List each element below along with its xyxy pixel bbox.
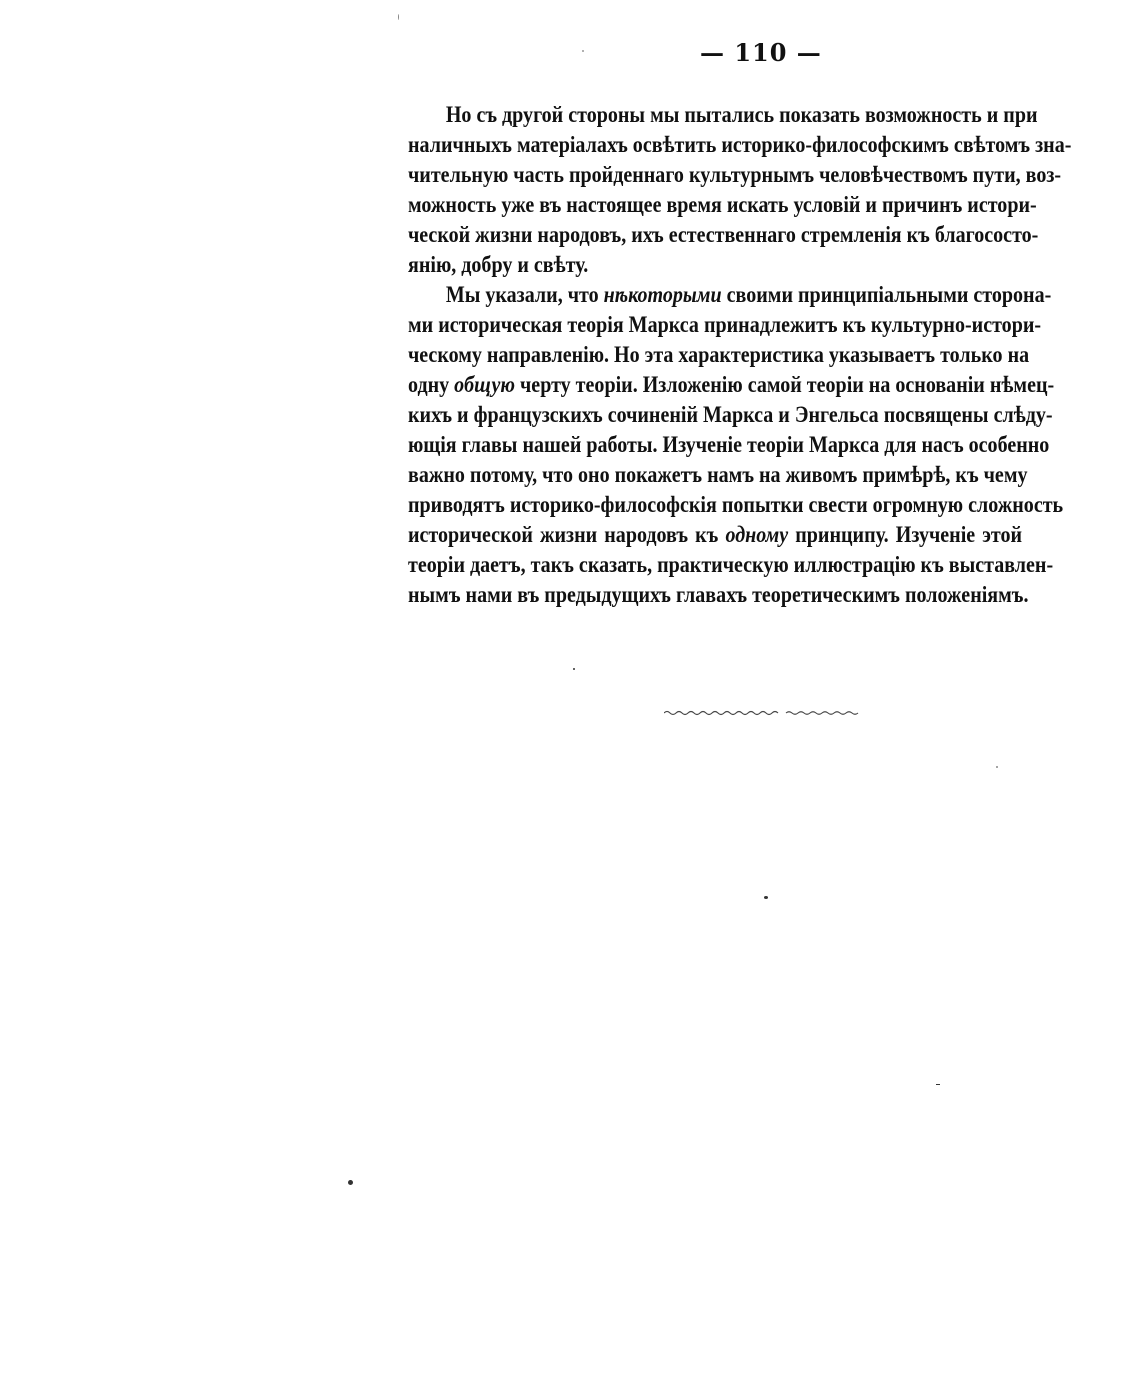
text-line: можность уже въ настоящее время искать условій и причинъ истори- (408, 192, 1037, 218)
text-run: принципу. Изученіе этой (788, 522, 1023, 548)
scan-speck (936, 1084, 940, 1085)
body-text (408, 100, 1072, 610)
text-line (408, 370, 1055, 400)
paragraph-1 (408, 100, 1072, 280)
italic-emphasis: общую (454, 372, 516, 398)
text-line: янію, добру и свѣту. (408, 252, 589, 278)
text-line (408, 520, 1022, 550)
text-run: исторической жизни народовъ къ (408, 522, 726, 548)
text-line (408, 430, 1050, 460)
text-line (408, 460, 1028, 490)
scan-speck (996, 766, 998, 768)
text-run: своими принципіальными сторона- (721, 282, 1052, 308)
text-run: теоріи даетъ, такъ сказать, практическую иллюстрацію къ выставлен- (408, 552, 1054, 578)
text-run: черту теоріи. Изложенію самой теоріи на основаніи нѣмец- (515, 372, 1055, 398)
text-line (408, 310, 1042, 340)
text-line (408, 550, 1054, 580)
scan-speck (573, 668, 575, 670)
scan-speck (582, 50, 584, 52)
text-line (408, 340, 1030, 370)
text-run: ющія главы нашей работы. Изученіе теоріи Маркса для насъ особенно (408, 432, 1050, 458)
paragraph-2 (408, 280, 1064, 610)
text-line: чительную часть пройденнаго культурнымъ человѣчествомъ пути, воз- (408, 162, 1062, 188)
text-line (408, 580, 1029, 610)
text-run: важно потому, что оно покажетъ намъ на живомъ примѣрѣ, къ чему (408, 462, 1028, 488)
text-run: Мы указали, что (445, 282, 604, 308)
text-run: ческому направленію. Но эта характеристика указываетъ только на (408, 342, 1030, 368)
text-run: ми историческая теорія Маркса принадлежитъ къ культурно-истори- (408, 312, 1042, 338)
page-number: — 110 — (700, 38, 822, 67)
text-run: кихъ и французскихъ сочиненій Маркса и Энгельса посвящены слѣду- (408, 402, 1053, 428)
text-line (408, 400, 1053, 430)
scan-speck (348, 1180, 353, 1185)
scan-speck (764, 896, 768, 899)
text-run: одну (408, 372, 455, 398)
text-line: наличныхъ матеріалахъ освѣтить историко-философскимъ свѣтомъ зна- (408, 132, 1072, 158)
text-line: Но съ другой стороны мы пытались показать возможность и при (445, 102, 1038, 128)
text-run: нымъ нами въ предыдущихъ главахъ теоретическимъ положеніямъ. (408, 582, 1029, 608)
text-line: ческой жизни народовъ, ихъ естественнаго стремленія къ благососто- (408, 222, 1039, 248)
wavy-divider (664, 709, 860, 717)
text-line (408, 490, 1064, 520)
scan-speck (398, 14, 399, 20)
italic-emphasis: нѣкоторыми (603, 282, 722, 308)
italic-emphasis: одному (725, 522, 789, 548)
text-run: приводятъ историко-философскія попытки свести огромную сложность (408, 492, 1064, 518)
text-line (408, 280, 1052, 310)
